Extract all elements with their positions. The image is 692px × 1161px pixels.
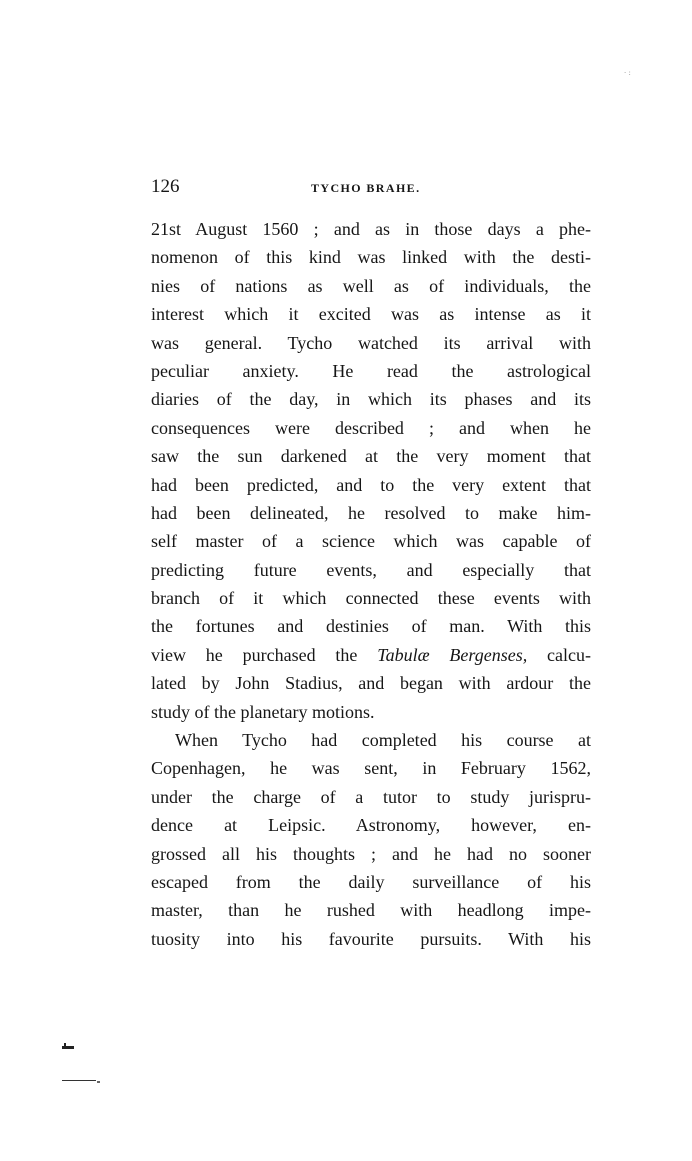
body-text [151, 215, 591, 953]
text-line: self master of a science which was capable of [151, 531, 591, 552]
margin-mark [62, 1046, 74, 1049]
page-header [151, 176, 591, 200]
text-fragment: view he purchased the [151, 644, 378, 665]
text-line: Copenhagen, he was sent, in February 1562, [151, 758, 591, 779]
text-line: grossed all his thoughts ; and he had no sooner [151, 843, 591, 864]
text-line: master, than he rushed with headlong impe- [151, 900, 591, 921]
text-line: was general. Tycho watched its arrival with [151, 332, 591, 353]
margin-rule [62, 1080, 96, 1081]
text-line: lated by John Stadius, and began with ardour the [151, 673, 591, 694]
text-line: escaped from the daily surveillance of his [151, 871, 591, 892]
text-line: the fortunes and destinies of man. With this [151, 616, 591, 637]
text-line: branch of it which connected these events with [151, 588, 591, 609]
text-line: consequences were described ; and when he [151, 417, 591, 438]
text-line: nies of nations as well as of individuals, the [151, 275, 591, 296]
text-fragment: calcu- [527, 644, 591, 665]
running-title: TYCHO BRAHE. [311, 181, 421, 195]
text-line: saw the sun darkened at the very moment that [151, 446, 591, 467]
margin-speck: · : [624, 69, 631, 77]
text-line: interest which it excited was as intense as it [151, 304, 591, 325]
text-line: tuosity into his favourite pursuits. With his [151, 928, 591, 949]
text-line: nomenon of this kind was linked with the desti- [151, 247, 591, 268]
book-title: Tabulæ Bergenses, [377, 644, 528, 665]
text-line: dence at Leipsic. Astronomy, however, en- [151, 815, 591, 836]
text-line: under the charge of a tutor to study jurispru- [151, 786, 591, 807]
text-line: had been delineated, he resolved to make him- [151, 502, 591, 523]
text-line: peculiar anxiety. He read the astrological [151, 360, 591, 381]
text-line: had been predicted, and to the very extent that [151, 474, 591, 495]
text-line: When Tycho had completed his course at [175, 730, 591, 751]
text-line-with-title [151, 641, 591, 669]
page-number: 126 [151, 176, 180, 197]
text-line: study of the planetary motions. [151, 701, 375, 722]
text-line: 21st August 1560 ; and as in those days a phe- [151, 219, 591, 239]
text-line: predicting future events, and especially that [151, 559, 591, 580]
text-line: diaries of the day, in which its phases and its [151, 389, 591, 410]
